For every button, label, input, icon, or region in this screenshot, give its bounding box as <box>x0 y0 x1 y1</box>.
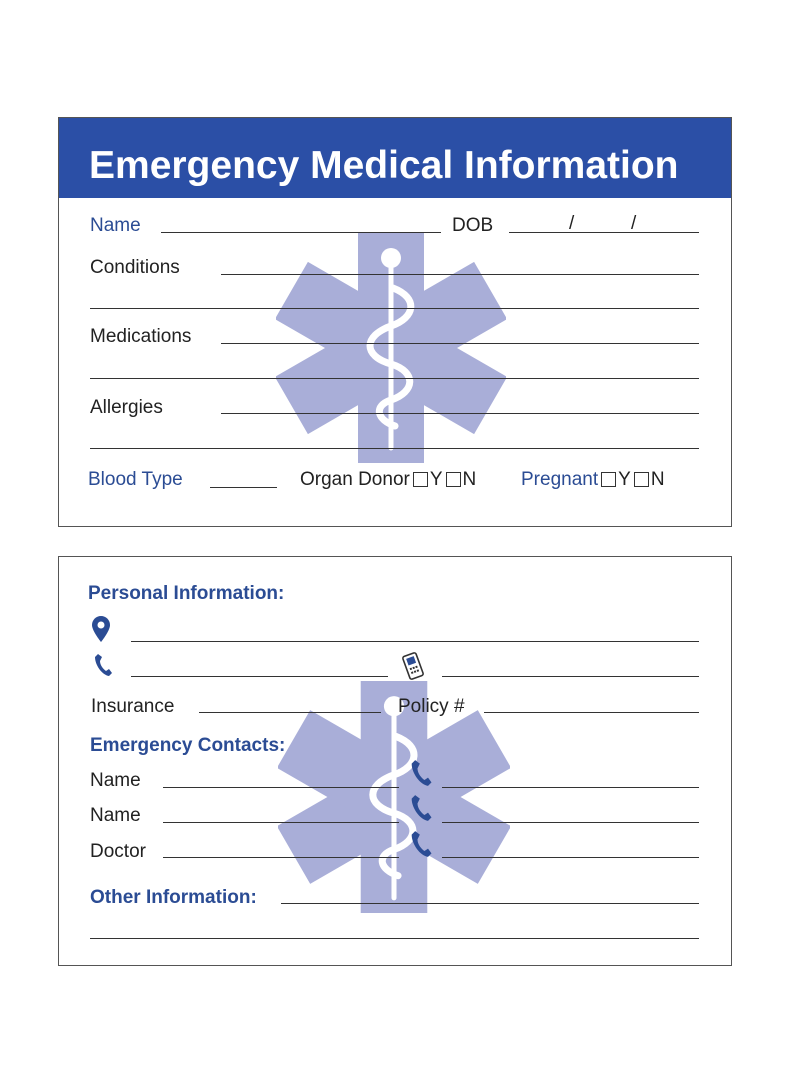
title-banner <box>59 118 731 198</box>
other-info-field[interactable] <box>281 903 699 904</box>
phone-icon <box>94 653 112 677</box>
blood-type-label: Blood Type <box>88 469 183 490</box>
phone-icon <box>409 759 433 787</box>
pregnant-no-checkbox[interactable] <box>634 472 649 487</box>
personal-info-heading: Personal Information: <box>88 583 285 604</box>
home-phone-field[interactable] <box>131 676 388 677</box>
insurance-field[interactable] <box>199 712 381 713</box>
other-info-field-line2[interactable] <box>90 938 699 939</box>
pregnant-group <box>521 469 665 491</box>
cell-phone-icon <box>401 651 425 681</box>
blood-type-field[interactable] <box>210 487 277 488</box>
emergency-contacts-heading: Emergency Contacts: <box>90 735 286 756</box>
contact-name-label: Name <box>90 805 141 826</box>
conditions-field-line2[interactable] <box>90 308 699 309</box>
organ-donor-no-checkbox[interactable] <box>446 472 461 487</box>
pregnant-label: Pregnant <box>521 469 599 490</box>
contact-name-field[interactable] <box>163 822 399 823</box>
pregnant-no-label: N <box>650 469 665 490</box>
conditions-label: Conditions <box>90 257 180 278</box>
address-field[interactable] <box>131 641 699 642</box>
allergies-field-line2[interactable] <box>90 448 699 449</box>
medications-field[interactable] <box>221 343 699 344</box>
contact-phone-field[interactable] <box>442 822 699 823</box>
organ-donor-label: Organ Donor <box>300 469 410 490</box>
phone-icon <box>409 794 433 822</box>
doctor-name-field[interactable] <box>163 857 399 858</box>
medical-card-back <box>58 556 732 966</box>
dob-label: DOB <box>452 215 494 236</box>
contact-name-field[interactable] <box>163 787 399 788</box>
dob-field[interactable] <box>509 232 699 233</box>
medications-label: Medications <box>90 326 192 347</box>
location-pin-icon <box>92 616 110 642</box>
organ-donor-no-label: N <box>462 469 477 490</box>
policy-label: Policy # <box>398 696 465 717</box>
name-field[interactable] <box>161 232 441 233</box>
organ-donor-yes-label: Y <box>429 469 443 490</box>
phone-icon <box>409 830 433 858</box>
pregnant-yes-checkbox[interactable] <box>601 472 616 487</box>
dob-separator: / <box>631 213 637 234</box>
other-info-heading: Other Information: <box>90 887 257 908</box>
conditions-field[interactable] <box>221 274 699 275</box>
contact-phone-field[interactable] <box>442 787 699 788</box>
insurance-label: Insurance <box>91 696 175 717</box>
medical-card-front <box>58 117 732 527</box>
cell-phone-field[interactable] <box>442 676 699 677</box>
card-title: Emergency Medical Information <box>89 144 679 187</box>
medications-field-line2[interactable] <box>90 378 699 379</box>
allergies-label: Allergies <box>90 397 163 418</box>
star-of-life-icon <box>278 681 510 913</box>
organ-donor-group <box>300 469 476 491</box>
contact-name-label: Name <box>90 770 141 791</box>
allergies-field[interactable] <box>221 413 699 414</box>
doctor-phone-field[interactable] <box>442 857 699 858</box>
name-label: Name <box>90 215 141 236</box>
dob-separator: / <box>569 213 575 234</box>
pregnant-yes-label: Y <box>618 469 631 490</box>
policy-field[interactable] <box>484 712 699 713</box>
doctor-label: Doctor <box>90 841 146 862</box>
star-of-life-icon <box>276 233 506 463</box>
organ-donor-yes-checkbox[interactable] <box>413 472 428 487</box>
